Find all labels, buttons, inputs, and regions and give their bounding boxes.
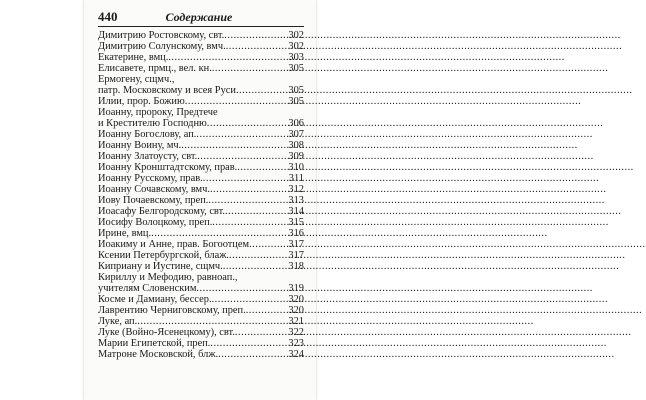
toc-entry-title: Матроне Московской, блж.	[98, 349, 219, 360]
toc-entry	[98, 41, 304, 52]
toc-entry-title: Лаврентию Черниговскому, преп.	[98, 305, 246, 316]
dot-leader	[137, 316, 287, 327]
toc-entry	[98, 162, 304, 173]
dot-leader	[226, 41, 288, 52]
toc-entry-title: Косме и Дамиану, бессер.	[98, 294, 212, 305]
dot-leader	[203, 173, 288, 184]
toc-entry-title: Екатерине, вмц.	[98, 52, 169, 63]
toc-entry-title: Иоанну Воину, мч.	[98, 140, 182, 151]
toc-entry-title: Иоанну Сочавскому, вмч.	[98, 184, 210, 195]
toc-entry-page: 305	[288, 96, 304, 107]
toc-entry-page: 303	[288, 52, 304, 63]
toc-entry-page: 324	[288, 349, 304, 360]
toc-entry-page: 308	[288, 140, 304, 151]
toc-entry-page: 318	[288, 261, 304, 272]
toc-entry-page: 311	[288, 173, 304, 184]
dot-leader	[151, 228, 287, 239]
dot-leader	[197, 151, 287, 162]
dot-leader	[196, 283, 287, 294]
toc-entry-title: Ирине, вмц.	[98, 228, 152, 239]
toc-entry-page: 310	[288, 162, 304, 173]
dot-leader	[237, 162, 287, 173]
toc-entry-title-line: Кириллу и Мефодию, равноап.,	[98, 272, 238, 283]
dot-leader	[229, 250, 287, 261]
toc-entry	[98, 96, 304, 107]
dot-leader	[212, 294, 288, 305]
toc-entry-page: 323	[288, 338, 304, 349]
toc-entry	[98, 129, 304, 140]
dot-leader	[225, 206, 287, 217]
toc-entry-page: 305	[288, 63, 304, 74]
dot-leader	[207, 118, 288, 129]
toc-entry-page: 307	[288, 129, 304, 140]
toc-entry	[98, 327, 304, 338]
section-title: Содержание	[165, 10, 233, 24]
dot-leader	[212, 63, 288, 74]
dot-leader	[223, 261, 288, 272]
toc-entry	[98, 195, 304, 206]
toc-entry	[98, 294, 304, 305]
toc-entry-page: 321	[288, 316, 304, 327]
dot-leader	[185, 96, 288, 107]
toc-entry-title-line: Иоанну, пророку, Предтече	[98, 107, 218, 118]
dot-leader	[249, 239, 287, 250]
toc-entry-title: Димитрию Ростовскому, свт.	[98, 30, 225, 41]
toc-entry-title: Луке, ап.	[98, 316, 138, 327]
toc-entry	[98, 239, 304, 250]
toc-entry-page: 302	[288, 30, 304, 41]
toc-entry-page: 317	[288, 239, 304, 250]
toc-entry-title: Елисавете, прмц., вел. кн.	[98, 63, 212, 74]
dot-leader	[224, 30, 287, 41]
toc-entry-page: 312	[288, 184, 304, 195]
toc-entry-page: 313	[288, 195, 304, 206]
toc-entry-page: 319	[288, 283, 304, 294]
toc-entry-title: Луке (Войно-Ясенецкому), свт.	[98, 327, 235, 338]
toc-entry-title: Ксении Петербургской, блаж.	[98, 250, 229, 261]
toc-entry-title: Иоасафу Белгородскому, свт.	[98, 206, 225, 217]
toc-entry-page: 322	[288, 327, 304, 338]
dot-leader	[218, 349, 287, 360]
toc-entry-title: Иову Почаевскому, преп.	[98, 195, 209, 206]
toc-entry-page: 305	[288, 85, 304, 96]
toc-entry	[98, 107, 304, 129]
toc-entry	[98, 63, 304, 74]
toc-entry-title-line: патр. Московскому и всея Руси	[98, 85, 236, 96]
dot-leader	[212, 217, 287, 228]
dot-leader	[210, 184, 287, 195]
toc-entry-page: 320	[288, 294, 304, 305]
toc-entry-page: 316	[288, 228, 304, 239]
toc-entry	[98, 173, 304, 184]
dot-leader	[196, 129, 287, 140]
toc-entry	[98, 140, 304, 151]
toc-entry-title: Иоанну Русскому, прав.	[98, 173, 203, 184]
toc-entry	[98, 151, 304, 162]
toc-entry-page: 309	[288, 151, 304, 162]
running-head	[98, 8, 304, 27]
toc-entry	[98, 184, 304, 195]
toc-entry-title: Киприану и Иустине, сщмч.	[98, 261, 223, 272]
page-number: 440	[98, 9, 118, 24]
toc-entry-title: Марии Египетской, преп.	[98, 338, 211, 349]
toc-entry-last-line	[98, 118, 304, 129]
toc-entry	[98, 250, 304, 261]
toc-entry	[98, 74, 304, 96]
toc-entry-page: 320	[288, 305, 304, 316]
toc-entry	[98, 316, 304, 327]
toc-entry	[98, 206, 304, 217]
toc-entry	[98, 349, 304, 360]
toc-entry-title: Илии, прор. Божию	[98, 96, 185, 107]
dot-leader	[168, 52, 287, 63]
toc-entry-page: 306	[288, 118, 304, 129]
toc-entry-last-line	[98, 85, 304, 96]
dot-leader	[208, 195, 287, 206]
toc-entry-title: Иоанну Богослову, ап.	[98, 129, 197, 140]
toc-entry	[98, 272, 304, 294]
toc-entry-title: Иоакиму и Анне, прав. Богоотцем	[98, 239, 250, 250]
toc-entry-title: Иоанну Кронштадтскому, прав.	[98, 162, 238, 173]
toc-entry	[98, 305, 304, 316]
toc-entry	[98, 52, 304, 63]
dot-leader	[236, 85, 287, 96]
toc-entry-title-line: учителям Словенским	[98, 283, 197, 294]
toc-entry	[98, 217, 304, 228]
toc-entry	[98, 228, 304, 239]
toc-entry	[98, 30, 304, 41]
toc-entry	[98, 261, 304, 272]
toc-entry-title: Иосифу Волоцкому, преп.	[98, 217, 213, 228]
table-of-contents	[98, 30, 304, 360]
toc-entry-title: Димитрию Солунскому, вмч.	[98, 41, 226, 52]
toc-entry-title-line: Ермогену, сщмч.,	[98, 74, 175, 85]
toc-entry-title: Иоанну Златоусту, свт.	[98, 151, 198, 162]
toc-entry-page: 315	[288, 217, 304, 228]
toc-entry-page: 302	[288, 41, 304, 52]
toc-entry-last-line	[98, 283, 304, 294]
book-page	[84, 0, 316, 400]
dot-leader	[235, 327, 287, 338]
toc-entry-page: 317	[288, 250, 304, 261]
dot-leader	[181, 140, 287, 151]
dot-leader	[210, 338, 287, 349]
toc-entry	[98, 338, 304, 349]
toc-entry-page: 314	[288, 206, 304, 217]
toc-entry-title-line: и Крестителю Господню	[98, 118, 207, 129]
dot-leader	[246, 305, 288, 316]
